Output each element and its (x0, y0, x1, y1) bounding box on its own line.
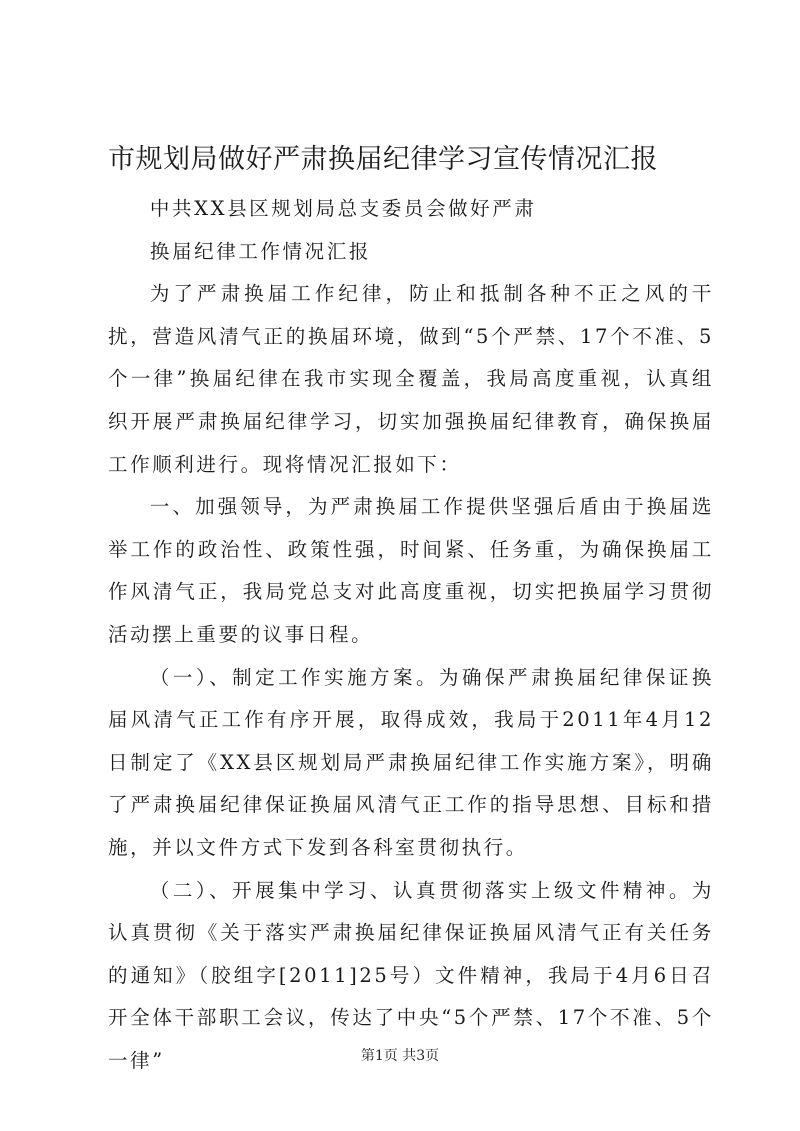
page-footer: 第1页 共3页 (360, 1048, 440, 1064)
document-title: 市规划局做好严肃换届纪律学习宣传情况汇报 (108, 144, 658, 175)
paragraph-heading-line-1: 中共XX县区规划局总支委员会做好严肃 (149, 197, 537, 220)
paragraph-section-1: 一、加强领导，为严肃换届工作提供坚强后盾由于换届选举工作的政治性、政策性强，时间紧、任务重，为确保换届工作风清气正，我局党总支对此高度重视，切实把换届学习贯彻活动摆上重要的议事日程。 (108, 495, 714, 646)
paragraph-subsection-1: （一）、制定工作实施方案。为确保严肃换届纪律保证换届风清气正工作有序开展，取得成效，我局于2011年4月12日制定了《XX县区规划局严肃换届纪律工作实施方案》，明确了严肃换届纪律保证换届风清气正工作的指导思想、目标和措施，并以文件方式下发到各科室贯彻执行。 (108, 665, 714, 859)
paragraph-intro: 为了严肃换届工作纪律，防止和抵制各种不正之风的干扰，营造风清气正的换届环境，做到“5个严禁、17个不准、5个一律”换届纪律在我市实现全覆盖，我局高度重视，认真组织开展严肃换届纪律学习，切实加强换届纪律教育，确保换届工作顺利进行。现将情况汇报如下： (108, 282, 714, 476)
paragraph-subsection-2: （二）、开展集中学习、认真贯彻落实上级文件精神。为认真贯彻《关于落实严肃换届纪律保证换届风清气正有关任务的通知》（胶组字[2011]25号）文件精神，我局于4月6日召开全体干部职工会议，传达了中央“5个严禁、17个不准、5个一律” (108, 878, 714, 1072)
paragraph-heading-line-2: 换届纪律工作情况汇报 (149, 239, 371, 263)
document-body (108, 188, 714, 1082)
